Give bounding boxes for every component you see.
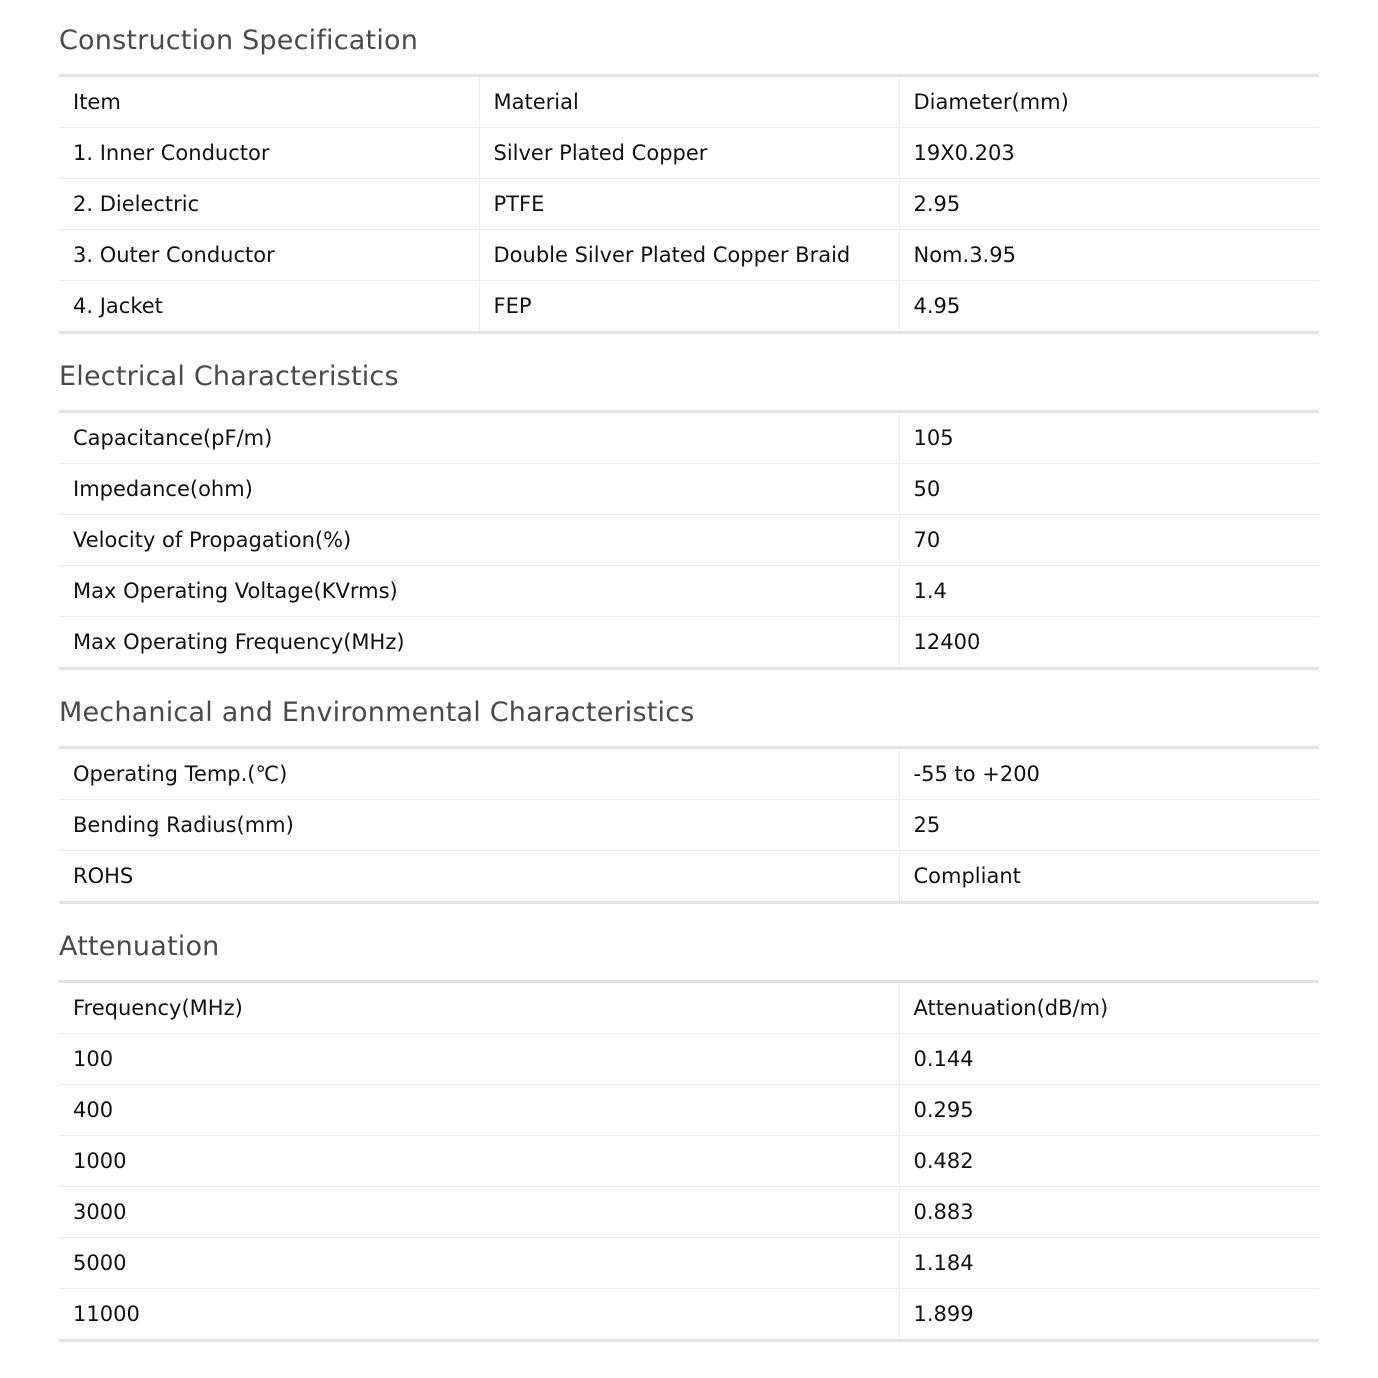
cell-item: 3. Outer Conductor: [59, 230, 479, 281]
table-row: [59, 1136, 1319, 1187]
electrical-title: Electrical Characteristics: [59, 361, 399, 392]
cell-material: PTFE: [479, 179, 899, 230]
table-row: [59, 128, 1319, 179]
header-diameter: Diameter(mm): [899, 76, 1319, 128]
table-row: [59, 412, 1319, 464]
cell-value: 50: [899, 464, 1319, 515]
cell-property: Max Operating Voltage(KVrms): [59, 566, 899, 617]
attenuation-table: [59, 980, 1319, 1342]
cell-value: Compliant: [899, 851, 1319, 903]
cell-attenuation: 0.295: [899, 1085, 1319, 1136]
table-row: [59, 566, 1319, 617]
table-row: [59, 1034, 1319, 1085]
header-attenuation: Attenuation(dB/m): [899, 982, 1319, 1034]
cell-diameter: 4.95: [899, 281, 1319, 333]
cell-property: Max Operating Frequency(MHz): [59, 617, 899, 669]
table-row: [59, 464, 1319, 515]
table-row: [59, 179, 1319, 230]
cell-frequency: 11000: [59, 1289, 899, 1341]
table-row: [59, 1085, 1319, 1136]
cell-value: -55 to +200: [899, 748, 1319, 800]
cell-item: 2. Dielectric: [59, 179, 479, 230]
cell-frequency: 100: [59, 1034, 899, 1085]
section-gap: [59, 904, 1319, 928]
mechanical-title: Mechanical and Environmental Characteristics: [59, 697, 695, 728]
cell-value: 12400: [899, 617, 1319, 669]
cell-frequency: 3000: [59, 1187, 899, 1238]
cell-material: Silver Plated Copper: [479, 128, 899, 179]
table-row: [59, 281, 1319, 333]
cell-attenuation: 0.482: [899, 1136, 1319, 1187]
header-material: Material: [479, 76, 899, 128]
cell-material: FEP: [479, 281, 899, 333]
section-gap: [59, 670, 1319, 694]
cell-attenuation: 1.184: [899, 1238, 1319, 1289]
cell-material: Double Silver Plated Copper Braid: [479, 230, 899, 281]
cell-value: 25: [899, 800, 1319, 851]
table-row: [59, 1187, 1319, 1238]
cell-frequency: 5000: [59, 1238, 899, 1289]
table-row: [59, 230, 1319, 281]
table-row: [59, 1289, 1319, 1341]
construction-table: [59, 74, 1319, 334]
table-row: [59, 617, 1319, 669]
cell-item: 4. Jacket: [59, 281, 479, 333]
header-frequency: Frequency(MHz): [73, 996, 243, 1020]
table-row: [59, 800, 1319, 851]
table-header-row: [59, 76, 1319, 128]
cell-diameter: Nom.3.95: [899, 230, 1319, 281]
cell-frequency: 400: [59, 1085, 899, 1136]
spec-sheet: [59, 0, 1319, 1342]
table-header-row: [59, 982, 1319, 1034]
cell-value: 70: [899, 515, 1319, 566]
attenuation-title: Attenuation: [59, 931, 220, 962]
cell-property: ROHS: [59, 851, 899, 903]
table-row: [59, 1238, 1319, 1289]
cell-property: Capacitance(pF/m): [73, 426, 273, 450]
table-row: [59, 515, 1319, 566]
mechanical-table: [59, 746, 1319, 904]
cell-property: Velocity of Propagation(%): [59, 515, 899, 566]
cell-value: 105: [899, 412, 1319, 464]
cell-frequency: 1000: [59, 1136, 899, 1187]
table-row: [59, 851, 1319, 903]
section-gap: [59, 334, 1319, 358]
cell-property: Impedance(ohm): [59, 464, 899, 515]
cell-diameter: 19X0.203: [899, 128, 1319, 179]
cell-attenuation: 1.899: [899, 1289, 1319, 1341]
cell-attenuation: 0.144: [899, 1034, 1319, 1085]
cell-item: 1. Inner Conductor: [59, 128, 479, 179]
cell-value: 1.4: [899, 566, 1319, 617]
cell-property: Bending Radius(mm): [59, 800, 899, 851]
table-row: [59, 748, 1319, 800]
cell-diameter: 2.95: [899, 179, 1319, 230]
construction-title: Construction Specification: [59, 25, 419, 56]
cell-property: Operating Temp.(℃): [73, 762, 288, 786]
electrical-table: [59, 410, 1319, 670]
cell-attenuation: 0.883: [899, 1187, 1319, 1238]
header-item: Item: [73, 90, 121, 114]
